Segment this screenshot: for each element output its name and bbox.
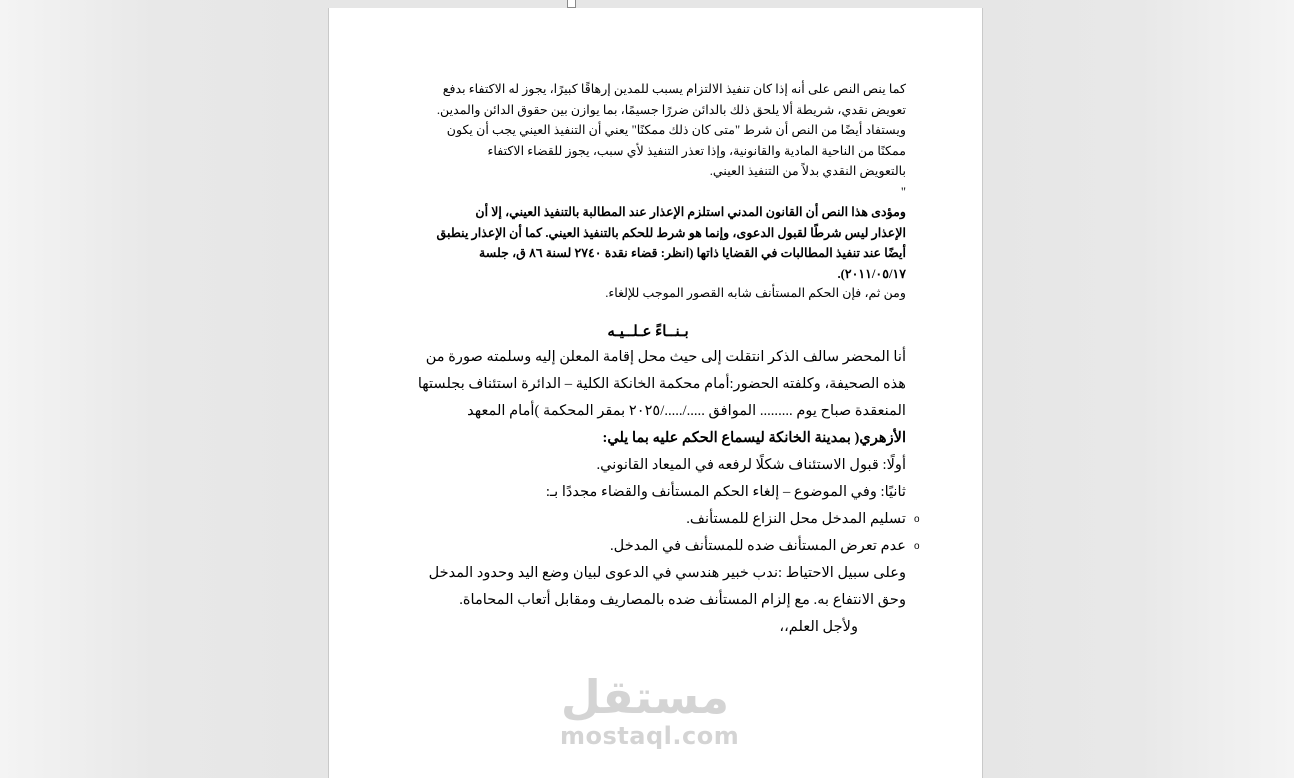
body-line: هذه الصحيفة، وكلفته الحضور:أمام محكمة الخانكة الكلية – الدائرة استئناف بجلستها <box>417 376 906 392</box>
paragraph-line: ممكنًا من الناحية المادية والقانونية، وإذا تعذر التنفيذ لأي سبب، يجوز للقضاء الاكتفاء <box>487 143 906 158</box>
bullet-item: عدم تعرض المستأنف ضده للمستأنف في المدخل. <box>610 538 906 554</box>
bullet-item: تسليم المدخل محل النزاع للمستأنف. <box>686 511 906 527</box>
body-line: الأزهري( بمدينة الخانكة ليسماع الحكم عليه بما يلي: <box>602 430 906 446</box>
paragraph-2 <box>390 202 906 284</box>
watermark-arabic: مستقل <box>560 670 730 724</box>
body-line: أولًا: قبول الاستئناف شكلًا لرفعه في الميعاد القانوني. <box>596 457 906 473</box>
paragraph-line: تعويض نقدي، شريطة ألا يلحق ذلك بالدائن ضررًا جسيمًا، بما يوازن بين حقوق الدائن والمدين. <box>436 102 906 117</box>
body-line: المنعقدة صباح يوم ......... الموافق ...../...../٢٠٢٥ بمقر المحكمة )أمام المعهد <box>467 403 906 419</box>
mostaql-watermark <box>560 670 740 750</box>
paragraph-line: ومن ثم، فإن الحكم المستأنف شابه القصور الموجب للإلغاء. <box>605 286 906 300</box>
body-line: وحق الانتفاع به. مع إلزام المستأنف ضده بالمصاريف ومقابل أتعاب المحاماة. <box>459 592 906 608</box>
section-heading: بـنــاءً عـلــيـه <box>607 324 689 340</box>
body-line: ولأجل العلم،، <box>779 619 858 635</box>
paragraph-line: الإعذار ليس شرطًا لقبول الدعوى، وإنما هو شرط للحكم بالتنفيذ العيني. كما أن الإعذار ينطبق <box>436 225 906 240</box>
paragraph-line: كما ينص النص على أنه إذا كان تنفيذ الالتزام يسبب للمدين إرهاقًا كبيرًا، يجوز له الاكتفاء بدفع <box>442 82 906 96</box>
body-line: وعلى سبيل الاحتياط :ندب خبير هندسي في الدعوى لبيان وضع اليد وحدود المدخل <box>428 565 906 581</box>
paragraph-line: أيضًا عند تنفيذ المطالبات في القضايا ذاتها (انظر: قضاء نقدة ٢٧٤٠ لسنة ٨٦ ق، جلسة <box>478 246 906 260</box>
body-line: ثانيًا: وفي الموضوع – إلغاء الحكم المستأنف والقضاء مجددًا بـ: <box>545 484 906 500</box>
paragraph-3 <box>390 283 906 304</box>
paragraph-line: ٢٠١١/٠٥/١٧). <box>837 266 906 281</box>
paragraph-line: بالتعويض النقدي بدلاً من التنفيذ العيني. <box>709 164 906 178</box>
paragraph-line: " <box>900 184 906 199</box>
watermark-latin: mostaql.com <box>560 722 740 750</box>
body-line: أنا المحضر سالف الذكر انتقلت إلى حيث محل إقامة المعلن إليه وسلمته صورة من <box>425 349 906 365</box>
bullet-circle-icon: o <box>914 514 920 525</box>
bullet-circle-icon: o <box>914 541 920 552</box>
resize-handle[interactable] <box>567 0 576 8</box>
paragraph-line: ومؤدى هذا النص أن القانون المدني استلزم الإعذار عند المطالبة بالتنفيذ العيني، إلا أن <box>475 205 906 219</box>
body-text <box>390 344 906 641</box>
paragraph-1 <box>390 79 906 202</box>
paragraph-line: ويستفاد أيضًا من النص أن شرط "متى كان ذلك ممكنًا" يعني أن التنفيذ العيني يجب أن يكون <box>446 123 906 137</box>
